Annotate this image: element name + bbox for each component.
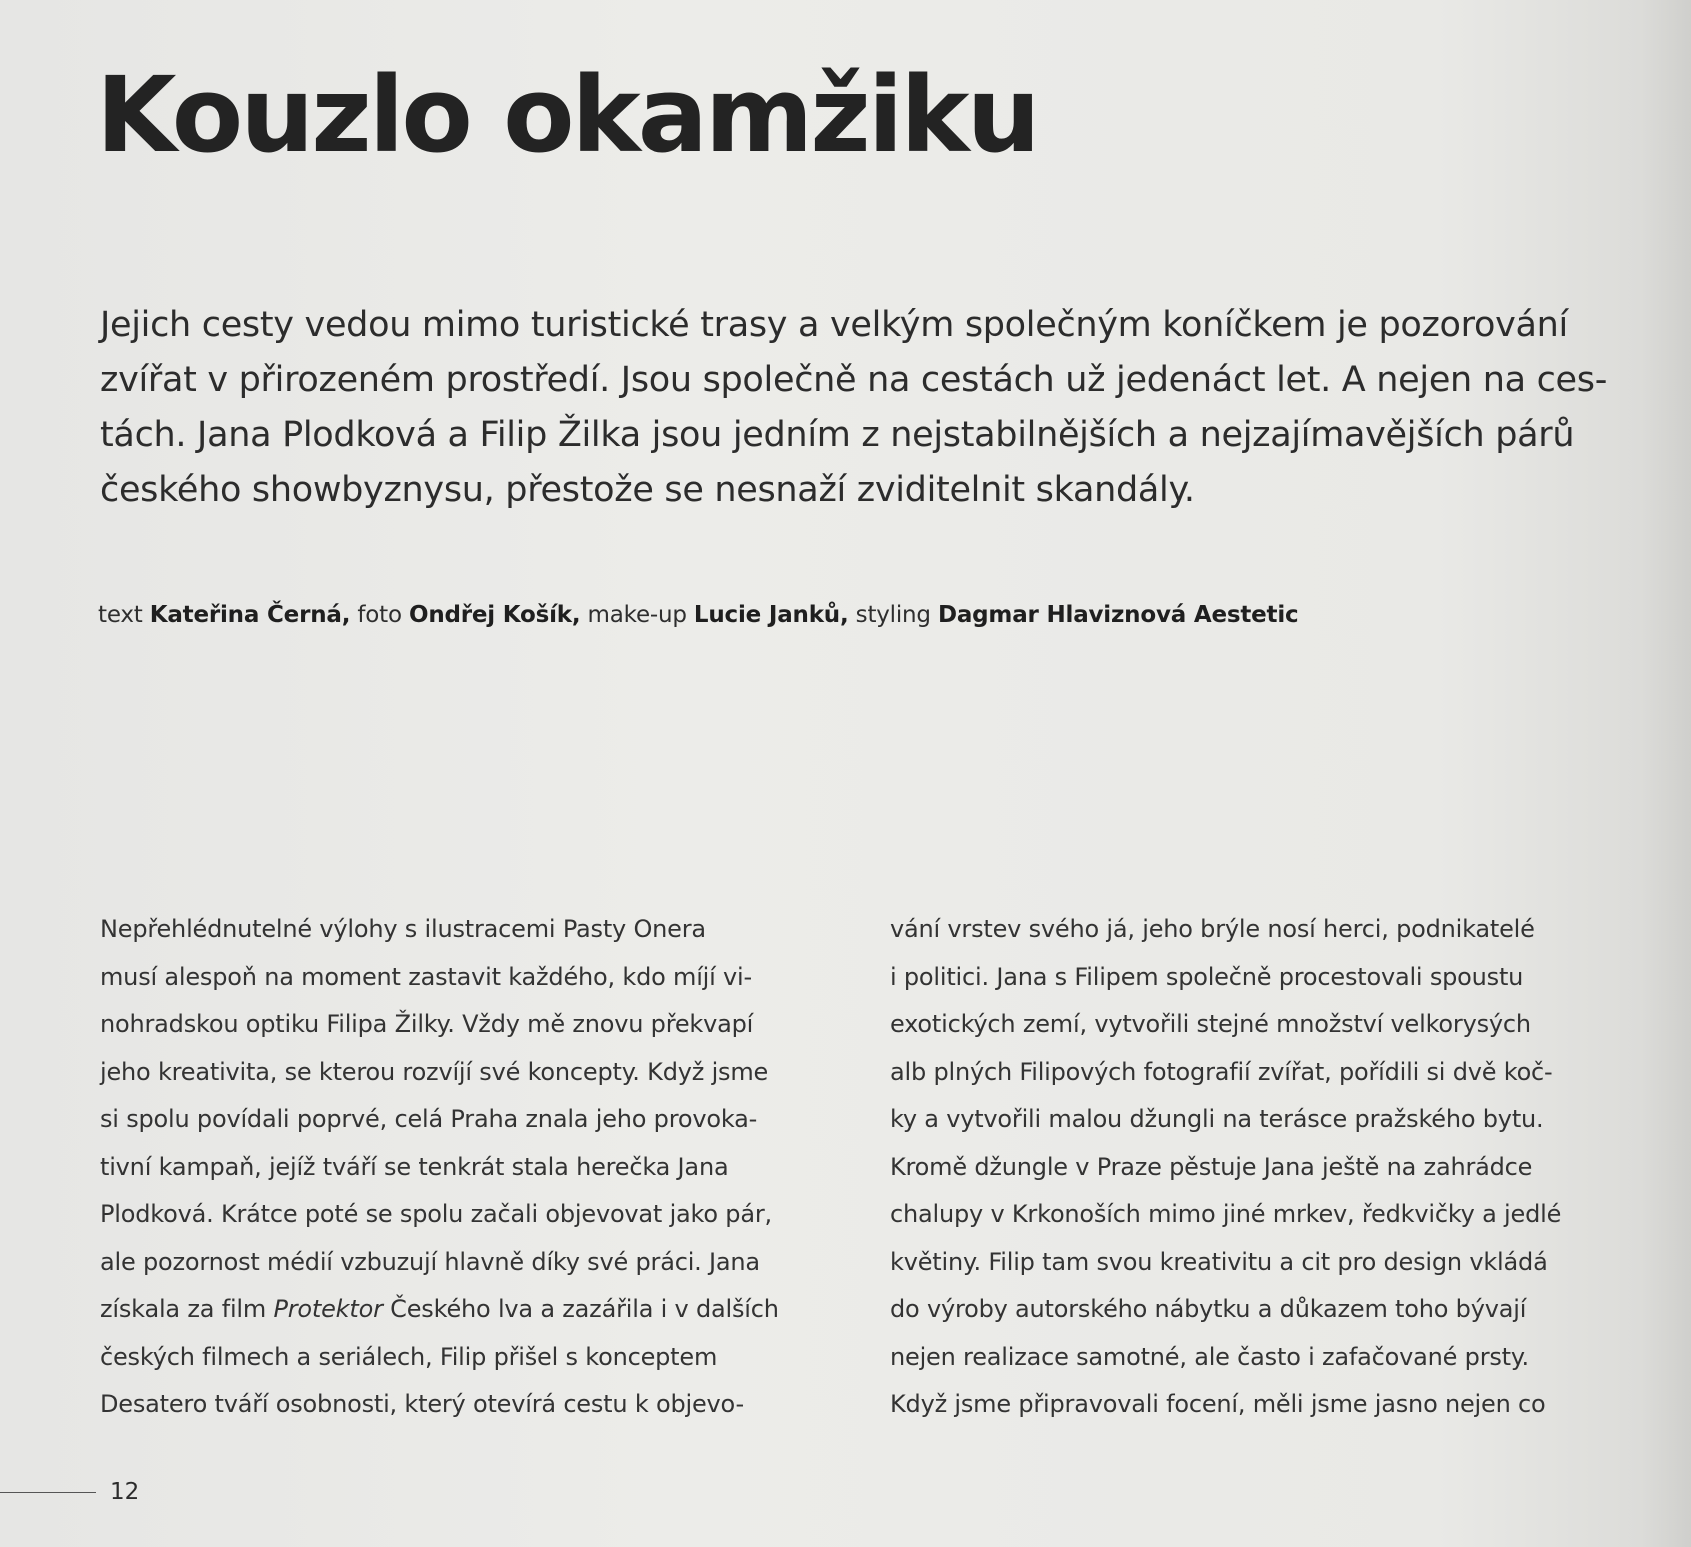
- film-title: Protektor: [273, 1295, 383, 1323]
- credit-styling-name: Dagmar Hlaviznová Aestetic: [937, 602, 1299, 628]
- body-line: jeho kreativita, se kterou rozvíjí své koncepty. Když jsme: [100, 1057, 769, 1086]
- body-line: do výroby autorského nábytku a důkazem toho bývají: [890, 1295, 1527, 1323]
- body-line-part: Českého lva a zazářila i v dalších: [382, 1295, 779, 1323]
- lead-line: Jejich cesty vedou mimo turistické trasy a velkým společným koníčkem je pozorování: [100, 305, 1568, 345]
- article-lead: [100, 298, 1660, 518]
- body-line: květiny. Filip tam svou kreativitu a cit pro design vkládá: [890, 1247, 1548, 1276]
- lead-line: českého showbyznysu, přestože se nesnaží zviditelnit skandály.: [100, 470, 1195, 510]
- article-title: Kouzlo okamžiku: [96, 54, 1038, 176]
- body-line-part: získala za film: [100, 1295, 274, 1323]
- body-line: vání vrstev svého já, jeho brýle nosí herci, podnikatelé: [890, 915, 1535, 943]
- credit-foto-name: Ondřej Košík,: [408, 602, 581, 628]
- lead-line: zvířat v přirozeném prostředí. Jsou společně na cestách už jedenáct let. A nejen na ces-: [100, 360, 1608, 400]
- lead-line: tách. Jana Plodková a Filip Žilka jsou jedním z nejstabilnějších a nejzajímavějších párů: [100, 415, 1575, 455]
- body-line: Když jsme připravovali focení, měli jsme jasno nejen co: [890, 1390, 1546, 1418]
- body-line: musí alespoň na moment zastavit každého, kdo míjí vi-: [100, 962, 752, 991]
- credit-text-name: Kateřina Černá,: [149, 602, 351, 628]
- body-line: českých filmech a seriálech, Filip přišel s konceptem: [100, 1342, 718, 1371]
- body-line: ale pozornost médií vzbuzují hlavně díky své práci. Jana: [100, 1247, 760, 1276]
- credit-text-label: text: [98, 602, 143, 628]
- body-line: i politici. Jana s Filipem společně procestovali spoustu: [890, 962, 1524, 991]
- page-number: 12: [110, 1479, 140, 1505]
- body-line: Plodková. Krátce poté se spolu začali objevovat jako pár,: [100, 1200, 772, 1228]
- body-line: Kromě džungle v Praze pěstuje Jana ještě na zahrádce: [890, 1152, 1533, 1181]
- footer-rule: [0, 1492, 96, 1493]
- body-column-left: [100, 906, 860, 1429]
- credit-foto-label: foto: [357, 602, 402, 628]
- body-line: nejen realizace samotné, ale často i zafačované prsty.: [890, 1342, 1529, 1371]
- body-column-right: [890, 906, 1660, 1429]
- body-line: tivní kampaň, jejíž tváří se tenkrát stala herečka Jana: [100, 1152, 729, 1181]
- credit-makeup-label: make-up: [587, 602, 687, 628]
- body-line-with-italic: [100, 1286, 860, 1334]
- body-line: Nepřehlédnutelné výlohy s ilustracemi Pasty Onera: [100, 915, 706, 943]
- body-line: nohradskou optiku Filipa Žilky. Vždy mě znovu překvapí: [100, 1010, 754, 1038]
- body-line: si spolu povídali poprvé, celá Praha znala jeho provoka-: [100, 1105, 758, 1133]
- body-line: alb plných Filipových fotografií zvířat, pořídili si dvě koč-: [890, 1057, 1553, 1086]
- article-credits: [98, 600, 1298, 630]
- body-line: ky a vytvořili malou džungli na terásce pražského bytu.: [890, 1105, 1544, 1133]
- body-line: chalupy v Krkonoších mimo jiné mrkev, ředkvičky a jedlé: [890, 1200, 1562, 1228]
- body-line: exotických zemí, vytvořili stejné množství velkorysých: [890, 1010, 1531, 1038]
- body-line: Desatero tváří osobnosti, který otevírá cestu k objevo-: [100, 1390, 744, 1418]
- credit-makeup-name: Lucie Janků,: [693, 602, 849, 628]
- credit-styling-label: styling: [855, 602, 931, 628]
